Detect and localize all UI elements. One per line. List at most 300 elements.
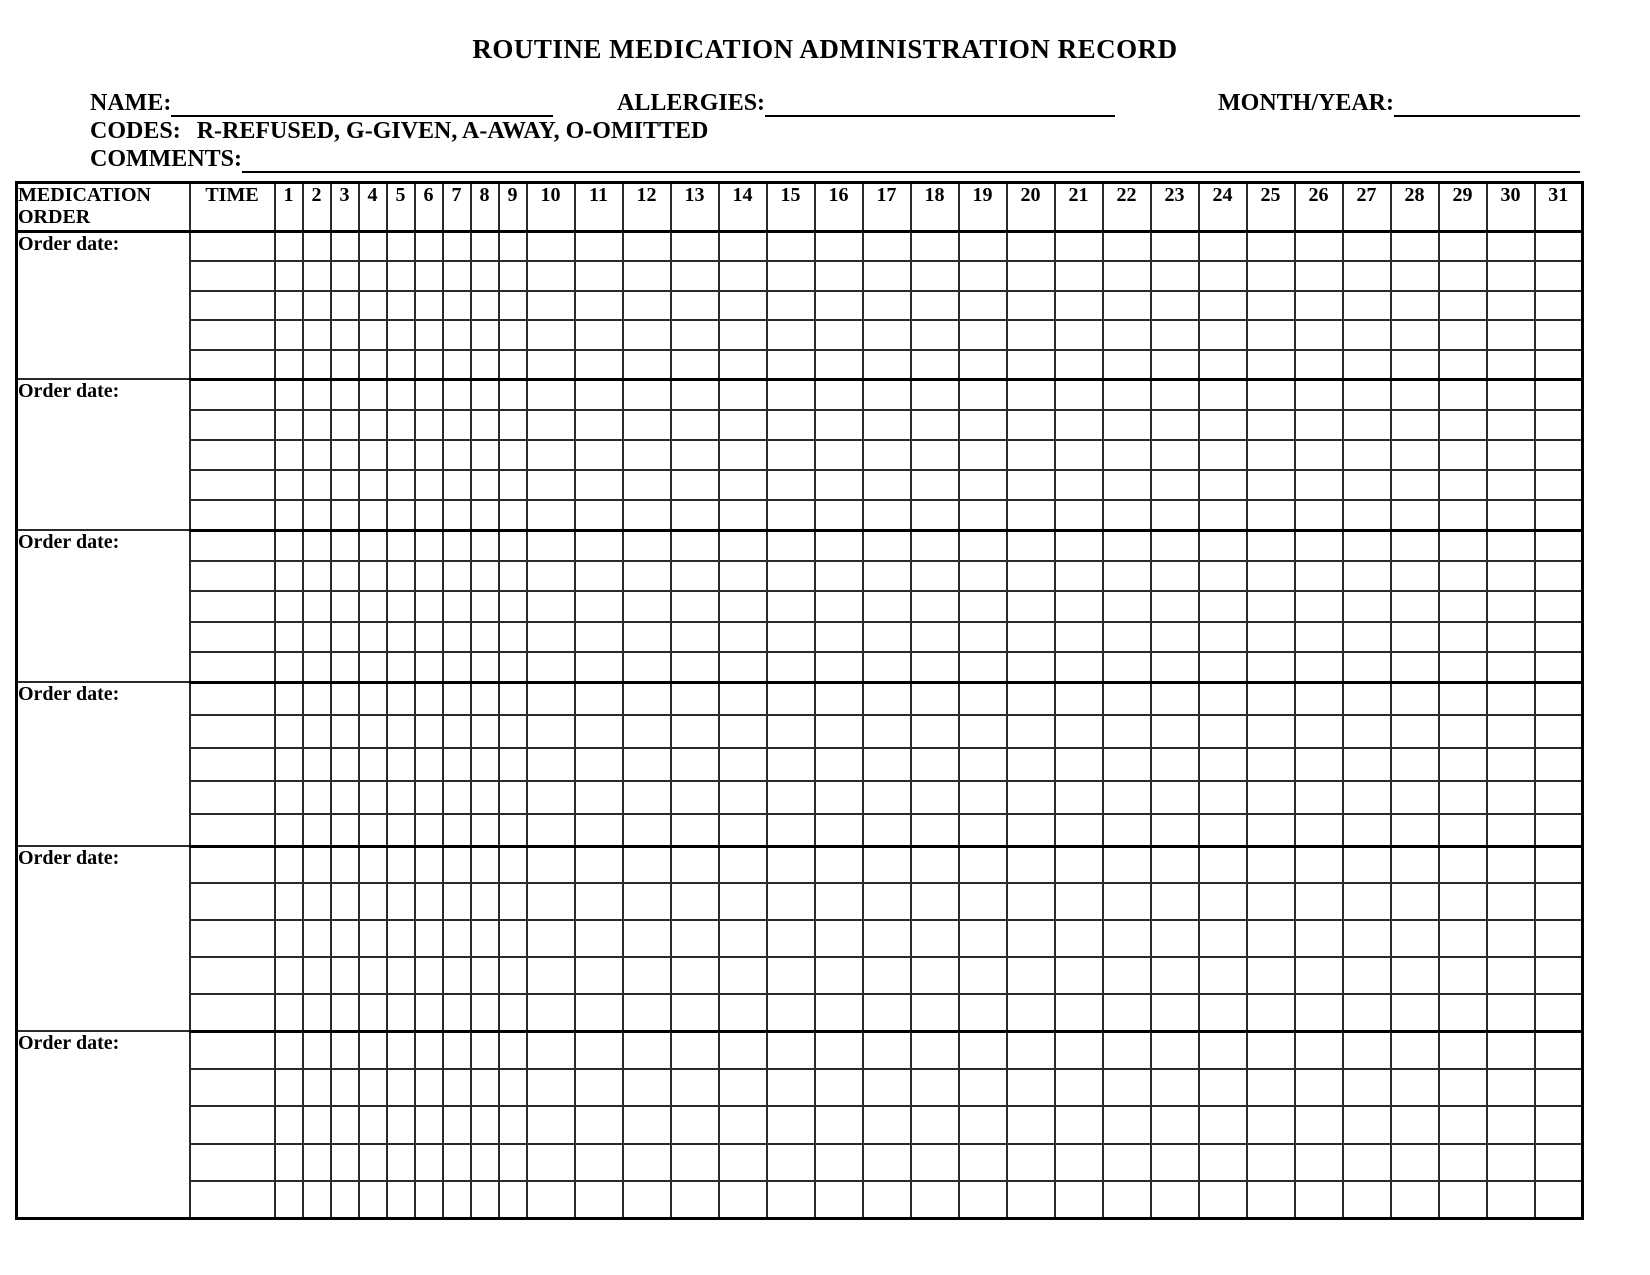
day-entry-cell-1[interactable] — [275, 410, 303, 440]
day-entry-cell-28[interactable] — [1391, 261, 1439, 291]
time-entry-cell[interactable] — [190, 350, 275, 380]
day-entry-cell-5[interactable] — [387, 994, 415, 1031]
day-entry-cell-13[interactable] — [671, 1181, 719, 1218]
day-entry-cell-16[interactable] — [815, 410, 863, 440]
day-entry-cell-7[interactable] — [443, 530, 471, 560]
day-entry-cell-14[interactable] — [719, 994, 767, 1031]
day-entry-cell-17[interactable] — [863, 1181, 911, 1218]
day-entry-cell-3[interactable] — [331, 715, 359, 748]
day-entry-cell-19[interactable] — [959, 470, 1007, 500]
day-entry-cell-14[interactable] — [719, 682, 767, 715]
day-entry-cell-24[interactable] — [1199, 682, 1247, 715]
day-entry-cell-17[interactable] — [863, 883, 911, 920]
day-entry-cell-15[interactable] — [767, 814, 815, 847]
day-entry-cell-8[interactable] — [471, 682, 499, 715]
day-entry-cell-31[interactable] — [1535, 814, 1583, 847]
day-entry-cell-2[interactable] — [303, 320, 331, 350]
day-entry-cell-2[interactable] — [303, 1069, 331, 1106]
day-entry-cell-19[interactable] — [959, 622, 1007, 652]
day-entry-cell-28[interactable] — [1391, 1144, 1439, 1181]
day-entry-cell-18[interactable] — [911, 530, 959, 560]
day-entry-cell-19[interactable] — [959, 652, 1007, 682]
day-entry-cell-9[interactable] — [499, 470, 527, 500]
day-entry-cell-12[interactable] — [623, 500, 671, 530]
day-entry-cell-22[interactable] — [1103, 994, 1151, 1031]
day-entry-cell-24[interactable] — [1199, 1144, 1247, 1181]
day-entry-cell-3[interactable] — [331, 410, 359, 440]
day-entry-cell-23[interactable] — [1151, 622, 1199, 652]
day-entry-cell-15[interactable] — [767, 232, 815, 262]
day-entry-cell-22[interactable] — [1103, 682, 1151, 715]
time-entry-cell[interactable] — [190, 883, 275, 920]
time-entry-cell[interactable] — [190, 470, 275, 500]
day-entry-cell-20[interactable] — [1007, 715, 1055, 748]
time-entry-cell[interactable] — [190, 530, 275, 560]
day-entry-cell-22[interactable] — [1103, 1069, 1151, 1106]
day-entry-cell-10[interactable] — [527, 748, 575, 781]
day-entry-cell-31[interactable] — [1535, 561, 1583, 591]
day-entry-cell-1[interactable] — [275, 1106, 303, 1143]
day-entry-cell-18[interactable] — [911, 1031, 959, 1068]
day-entry-cell-11[interactable] — [575, 591, 623, 621]
day-entry-cell-3[interactable] — [331, 920, 359, 957]
day-entry-cell-1[interactable] — [275, 748, 303, 781]
day-entry-cell-14[interactable] — [719, 846, 767, 883]
day-entry-cell-2[interactable] — [303, 470, 331, 500]
day-entry-cell-22[interactable] — [1103, 232, 1151, 262]
day-entry-cell-28[interactable] — [1391, 846, 1439, 883]
day-entry-cell-30[interactable] — [1487, 883, 1535, 920]
day-entry-cell-1[interactable] — [275, 591, 303, 621]
day-entry-cell-13[interactable] — [671, 883, 719, 920]
day-entry-cell-3[interactable] — [331, 748, 359, 781]
day-entry-cell-15[interactable] — [767, 440, 815, 470]
day-entry-cell-11[interactable] — [575, 715, 623, 748]
day-entry-cell-16[interactable] — [815, 883, 863, 920]
day-entry-cell-19[interactable] — [959, 715, 1007, 748]
day-entry-cell-8[interactable] — [471, 410, 499, 440]
day-entry-cell-23[interactable] — [1151, 1106, 1199, 1143]
day-entry-cell-31[interactable] — [1535, 350, 1583, 380]
day-entry-cell-16[interactable] — [815, 591, 863, 621]
day-entry-cell-7[interactable] — [443, 261, 471, 291]
day-entry-cell-1[interactable] — [275, 652, 303, 682]
day-entry-cell-17[interactable] — [863, 291, 911, 321]
day-entry-cell-26[interactable] — [1295, 652, 1343, 682]
day-entry-cell-23[interactable] — [1151, 1181, 1199, 1218]
day-entry-cell-3[interactable] — [331, 500, 359, 530]
day-entry-cell-24[interactable] — [1199, 591, 1247, 621]
day-entry-cell-4[interactable] — [359, 1031, 387, 1068]
day-entry-cell-16[interactable] — [815, 291, 863, 321]
day-entry-cell-30[interactable] — [1487, 1031, 1535, 1068]
day-entry-cell-4[interactable] — [359, 715, 387, 748]
day-entry-cell-23[interactable] — [1151, 846, 1199, 883]
day-entry-cell-11[interactable] — [575, 682, 623, 715]
day-entry-cell-24[interactable] — [1199, 350, 1247, 380]
day-entry-cell-6[interactable] — [415, 1181, 443, 1218]
day-entry-cell-25[interactable] — [1247, 814, 1295, 847]
day-entry-cell-29[interactable] — [1439, 291, 1487, 321]
day-entry-cell-9[interactable] — [499, 622, 527, 652]
day-entry-cell-26[interactable] — [1295, 957, 1343, 994]
day-entry-cell-19[interactable] — [959, 1106, 1007, 1143]
day-entry-cell-10[interactable] — [527, 320, 575, 350]
name-blank[interactable] — [171, 88, 553, 117]
time-entry-cell[interactable] — [190, 1144, 275, 1181]
day-entry-cell-19[interactable] — [959, 1144, 1007, 1181]
day-entry-cell-1[interactable] — [275, 1069, 303, 1106]
day-entry-cell-19[interactable] — [959, 261, 1007, 291]
day-entry-cell-20[interactable] — [1007, 379, 1055, 409]
day-entry-cell-7[interactable] — [443, 920, 471, 957]
day-entry-cell-21[interactable] — [1055, 232, 1103, 262]
day-entry-cell-6[interactable] — [415, 530, 443, 560]
day-entry-cell-3[interactable] — [331, 846, 359, 883]
day-entry-cell-5[interactable] — [387, 814, 415, 847]
day-entry-cell-3[interactable] — [331, 350, 359, 380]
day-entry-cell-7[interactable] — [443, 1144, 471, 1181]
day-entry-cell-11[interactable] — [575, 379, 623, 409]
day-entry-cell-1[interactable] — [275, 814, 303, 847]
day-entry-cell-24[interactable] — [1199, 261, 1247, 291]
day-entry-cell-17[interactable] — [863, 232, 911, 262]
day-entry-cell-2[interactable] — [303, 920, 331, 957]
day-entry-cell-19[interactable] — [959, 682, 1007, 715]
day-entry-cell-18[interactable] — [911, 622, 959, 652]
day-entry-cell-5[interactable] — [387, 1144, 415, 1181]
time-entry-cell[interactable] — [190, 920, 275, 957]
day-entry-cell-17[interactable] — [863, 500, 911, 530]
day-entry-cell-27[interactable] — [1343, 320, 1391, 350]
day-entry-cell-12[interactable] — [623, 350, 671, 380]
day-entry-cell-26[interactable] — [1295, 715, 1343, 748]
day-entry-cell-4[interactable] — [359, 748, 387, 781]
day-entry-cell-22[interactable] — [1103, 883, 1151, 920]
day-entry-cell-12[interactable] — [623, 470, 671, 500]
day-entry-cell-26[interactable] — [1295, 622, 1343, 652]
day-entry-cell-27[interactable] — [1343, 1144, 1391, 1181]
day-entry-cell-8[interactable] — [471, 440, 499, 470]
day-entry-cell-19[interactable] — [959, 748, 1007, 781]
day-entry-cell-28[interactable] — [1391, 652, 1439, 682]
day-entry-cell-13[interactable] — [671, 440, 719, 470]
day-entry-cell-23[interactable] — [1151, 561, 1199, 591]
day-entry-cell-28[interactable] — [1391, 350, 1439, 380]
day-entry-cell-13[interactable] — [671, 591, 719, 621]
day-entry-cell-13[interactable] — [671, 994, 719, 1031]
day-entry-cell-31[interactable] — [1535, 291, 1583, 321]
day-entry-cell-12[interactable] — [623, 715, 671, 748]
day-entry-cell-7[interactable] — [443, 410, 471, 440]
day-entry-cell-21[interactable] — [1055, 957, 1103, 994]
day-entry-cell-10[interactable] — [527, 957, 575, 994]
day-entry-cell-16[interactable] — [815, 715, 863, 748]
day-entry-cell-1[interactable] — [275, 846, 303, 883]
day-entry-cell-20[interactable] — [1007, 1031, 1055, 1068]
day-entry-cell-16[interactable] — [815, 261, 863, 291]
day-entry-cell-7[interactable] — [443, 350, 471, 380]
day-entry-cell-22[interactable] — [1103, 1144, 1151, 1181]
day-entry-cell-26[interactable] — [1295, 530, 1343, 560]
day-entry-cell-17[interactable] — [863, 440, 911, 470]
day-entry-cell-10[interactable] — [527, 591, 575, 621]
day-entry-cell-27[interactable] — [1343, 410, 1391, 440]
day-entry-cell-25[interactable] — [1247, 781, 1295, 814]
day-entry-cell-9[interactable] — [499, 561, 527, 591]
day-entry-cell-27[interactable] — [1343, 814, 1391, 847]
day-entry-cell-21[interactable] — [1055, 920, 1103, 957]
day-entry-cell-20[interactable] — [1007, 846, 1055, 883]
day-entry-cell-28[interactable] — [1391, 232, 1439, 262]
day-entry-cell-30[interactable] — [1487, 814, 1535, 847]
day-entry-cell-29[interactable] — [1439, 715, 1487, 748]
day-entry-cell-8[interactable] — [471, 591, 499, 621]
day-entry-cell-23[interactable] — [1151, 682, 1199, 715]
day-entry-cell-3[interactable] — [331, 261, 359, 291]
day-entry-cell-30[interactable] — [1487, 1069, 1535, 1106]
day-entry-cell-31[interactable] — [1535, 1144, 1583, 1181]
day-entry-cell-24[interactable] — [1199, 410, 1247, 440]
day-entry-cell-26[interactable] — [1295, 1144, 1343, 1181]
day-entry-cell-29[interactable] — [1439, 814, 1487, 847]
day-entry-cell-7[interactable] — [443, 1106, 471, 1143]
day-entry-cell-10[interactable] — [527, 530, 575, 560]
day-entry-cell-21[interactable] — [1055, 1106, 1103, 1143]
day-entry-cell-22[interactable] — [1103, 1181, 1151, 1218]
time-entry-cell[interactable] — [190, 1181, 275, 1218]
day-entry-cell-21[interactable] — [1055, 994, 1103, 1031]
day-entry-cell-23[interactable] — [1151, 994, 1199, 1031]
day-entry-cell-16[interactable] — [815, 1181, 863, 1218]
day-entry-cell-4[interactable] — [359, 1106, 387, 1143]
day-entry-cell-2[interactable] — [303, 1106, 331, 1143]
day-entry-cell-6[interactable] — [415, 715, 443, 748]
day-entry-cell-30[interactable] — [1487, 470, 1535, 500]
day-entry-cell-26[interactable] — [1295, 1069, 1343, 1106]
day-entry-cell-23[interactable] — [1151, 920, 1199, 957]
day-entry-cell-15[interactable] — [767, 1031, 815, 1068]
day-entry-cell-12[interactable] — [623, 1031, 671, 1068]
day-entry-cell-5[interactable] — [387, 530, 415, 560]
day-entry-cell-21[interactable] — [1055, 261, 1103, 291]
day-entry-cell-18[interactable] — [911, 232, 959, 262]
day-entry-cell-10[interactable] — [527, 379, 575, 409]
day-entry-cell-1[interactable] — [275, 957, 303, 994]
day-entry-cell-12[interactable] — [623, 232, 671, 262]
day-entry-cell-16[interactable] — [815, 748, 863, 781]
day-entry-cell-2[interactable] — [303, 561, 331, 591]
day-entry-cell-20[interactable] — [1007, 440, 1055, 470]
day-entry-cell-11[interactable] — [575, 748, 623, 781]
day-entry-cell-23[interactable] — [1151, 261, 1199, 291]
day-entry-cell-2[interactable] — [303, 652, 331, 682]
day-entry-cell-29[interactable] — [1439, 379, 1487, 409]
day-entry-cell-8[interactable] — [471, 622, 499, 652]
day-entry-cell-12[interactable] — [623, 652, 671, 682]
day-entry-cell-21[interactable] — [1055, 781, 1103, 814]
day-entry-cell-25[interactable] — [1247, 748, 1295, 781]
day-entry-cell-7[interactable] — [443, 781, 471, 814]
day-entry-cell-14[interactable] — [719, 1181, 767, 1218]
day-entry-cell-12[interactable] — [623, 957, 671, 994]
day-entry-cell-4[interactable] — [359, 622, 387, 652]
day-entry-cell-18[interactable] — [911, 591, 959, 621]
day-entry-cell-7[interactable] — [443, 500, 471, 530]
day-entry-cell-28[interactable] — [1391, 470, 1439, 500]
day-entry-cell-7[interactable] — [443, 652, 471, 682]
day-entry-cell-1[interactable] — [275, 883, 303, 920]
day-entry-cell-18[interactable] — [911, 470, 959, 500]
day-entry-cell-31[interactable] — [1535, 748, 1583, 781]
day-entry-cell-18[interactable] — [911, 379, 959, 409]
day-entry-cell-3[interactable] — [331, 530, 359, 560]
day-entry-cell-25[interactable] — [1247, 846, 1295, 883]
day-entry-cell-4[interactable] — [359, 350, 387, 380]
day-entry-cell-11[interactable] — [575, 1144, 623, 1181]
day-entry-cell-16[interactable] — [815, 781, 863, 814]
day-entry-cell-24[interactable] — [1199, 530, 1247, 560]
day-entry-cell-14[interactable] — [719, 350, 767, 380]
day-entry-cell-25[interactable] — [1247, 530, 1295, 560]
day-entry-cell-17[interactable] — [863, 846, 911, 883]
day-entry-cell-9[interactable] — [499, 748, 527, 781]
day-entry-cell-21[interactable] — [1055, 561, 1103, 591]
day-entry-cell-22[interactable] — [1103, 561, 1151, 591]
day-entry-cell-15[interactable] — [767, 1106, 815, 1143]
month-year-blank[interactable] — [1394, 88, 1580, 117]
day-entry-cell-18[interactable] — [911, 440, 959, 470]
day-entry-cell-30[interactable] — [1487, 1106, 1535, 1143]
day-entry-cell-15[interactable] — [767, 530, 815, 560]
day-entry-cell-8[interactable] — [471, 883, 499, 920]
day-entry-cell-13[interactable] — [671, 291, 719, 321]
time-entry-cell[interactable] — [190, 379, 275, 409]
day-entry-cell-21[interactable] — [1055, 1031, 1103, 1068]
day-entry-cell-31[interactable] — [1535, 379, 1583, 409]
day-entry-cell-6[interactable] — [415, 410, 443, 440]
day-entry-cell-25[interactable] — [1247, 622, 1295, 652]
day-entry-cell-3[interactable] — [331, 1069, 359, 1106]
day-entry-cell-4[interactable] — [359, 920, 387, 957]
day-entry-cell-5[interactable] — [387, 622, 415, 652]
day-entry-cell-14[interactable] — [719, 410, 767, 440]
day-entry-cell-30[interactable] — [1487, 994, 1535, 1031]
day-entry-cell-10[interactable] — [527, 846, 575, 883]
day-entry-cell-25[interactable] — [1247, 379, 1295, 409]
day-entry-cell-11[interactable] — [575, 291, 623, 321]
day-entry-cell-30[interactable] — [1487, 748, 1535, 781]
day-entry-cell-23[interactable] — [1151, 748, 1199, 781]
day-entry-cell-5[interactable] — [387, 957, 415, 994]
day-entry-cell-19[interactable] — [959, 232, 1007, 262]
day-entry-cell-29[interactable] — [1439, 350, 1487, 380]
day-entry-cell-28[interactable] — [1391, 715, 1439, 748]
day-entry-cell-31[interactable] — [1535, 1069, 1583, 1106]
day-entry-cell-27[interactable] — [1343, 291, 1391, 321]
day-entry-cell-22[interactable] — [1103, 622, 1151, 652]
day-entry-cell-23[interactable] — [1151, 410, 1199, 440]
day-entry-cell-1[interactable] — [275, 261, 303, 291]
day-entry-cell-21[interactable] — [1055, 440, 1103, 470]
day-entry-cell-9[interactable] — [499, 591, 527, 621]
day-entry-cell-3[interactable] — [331, 591, 359, 621]
day-entry-cell-15[interactable] — [767, 261, 815, 291]
day-entry-cell-21[interactable] — [1055, 748, 1103, 781]
day-entry-cell-21[interactable] — [1055, 622, 1103, 652]
day-entry-cell-15[interactable] — [767, 652, 815, 682]
day-entry-cell-10[interactable] — [527, 470, 575, 500]
day-entry-cell-13[interactable] — [671, 682, 719, 715]
day-entry-cell-14[interactable] — [719, 261, 767, 291]
day-entry-cell-3[interactable] — [331, 1181, 359, 1218]
day-entry-cell-30[interactable] — [1487, 350, 1535, 380]
day-entry-cell-15[interactable] — [767, 591, 815, 621]
day-entry-cell-6[interactable] — [415, 261, 443, 291]
day-entry-cell-17[interactable] — [863, 748, 911, 781]
day-entry-cell-29[interactable] — [1439, 920, 1487, 957]
day-entry-cell-10[interactable] — [527, 1181, 575, 1218]
day-entry-cell-6[interactable] — [415, 748, 443, 781]
day-entry-cell-14[interactable] — [719, 500, 767, 530]
day-entry-cell-7[interactable] — [443, 470, 471, 500]
day-entry-cell-9[interactable] — [499, 1069, 527, 1106]
day-entry-cell-27[interactable] — [1343, 591, 1391, 621]
day-entry-cell-11[interactable] — [575, 622, 623, 652]
day-entry-cell-16[interactable] — [815, 622, 863, 652]
day-entry-cell-20[interactable] — [1007, 652, 1055, 682]
day-entry-cell-23[interactable] — [1151, 652, 1199, 682]
day-entry-cell-30[interactable] — [1487, 530, 1535, 560]
day-entry-cell-24[interactable] — [1199, 1031, 1247, 1068]
day-entry-cell-12[interactable] — [623, 846, 671, 883]
day-entry-cell-20[interactable] — [1007, 1181, 1055, 1218]
day-entry-cell-29[interactable] — [1439, 846, 1487, 883]
day-entry-cell-23[interactable] — [1151, 500, 1199, 530]
day-entry-cell-31[interactable] — [1535, 883, 1583, 920]
day-entry-cell-28[interactable] — [1391, 1106, 1439, 1143]
day-entry-cell-21[interactable] — [1055, 682, 1103, 715]
day-entry-cell-23[interactable] — [1151, 715, 1199, 748]
day-entry-cell-12[interactable] — [623, 1106, 671, 1143]
day-entry-cell-23[interactable] — [1151, 379, 1199, 409]
day-entry-cell-15[interactable] — [767, 846, 815, 883]
day-entry-cell-22[interactable] — [1103, 1031, 1151, 1068]
day-entry-cell-30[interactable] — [1487, 957, 1535, 994]
day-entry-cell-17[interactable] — [863, 682, 911, 715]
day-entry-cell-28[interactable] — [1391, 1031, 1439, 1068]
day-entry-cell-1[interactable] — [275, 500, 303, 530]
day-entry-cell-12[interactable] — [623, 379, 671, 409]
day-entry-cell-8[interactable] — [471, 350, 499, 380]
day-entry-cell-19[interactable] — [959, 883, 1007, 920]
day-entry-cell-2[interactable] — [303, 232, 331, 262]
day-entry-cell-28[interactable] — [1391, 748, 1439, 781]
day-entry-cell-18[interactable] — [911, 748, 959, 781]
day-entry-cell-27[interactable] — [1343, 1069, 1391, 1106]
day-entry-cell-26[interactable] — [1295, 440, 1343, 470]
day-entry-cell-12[interactable] — [623, 591, 671, 621]
day-entry-cell-4[interactable] — [359, 591, 387, 621]
day-entry-cell-17[interactable] — [863, 350, 911, 380]
day-entry-cell-29[interactable] — [1439, 1144, 1487, 1181]
day-entry-cell-16[interactable] — [815, 470, 863, 500]
day-entry-cell-24[interactable] — [1199, 1069, 1247, 1106]
time-entry-cell[interactable] — [190, 957, 275, 994]
day-entry-cell-20[interactable] — [1007, 957, 1055, 994]
day-entry-cell-14[interactable] — [719, 591, 767, 621]
day-entry-cell-6[interactable] — [415, 379, 443, 409]
